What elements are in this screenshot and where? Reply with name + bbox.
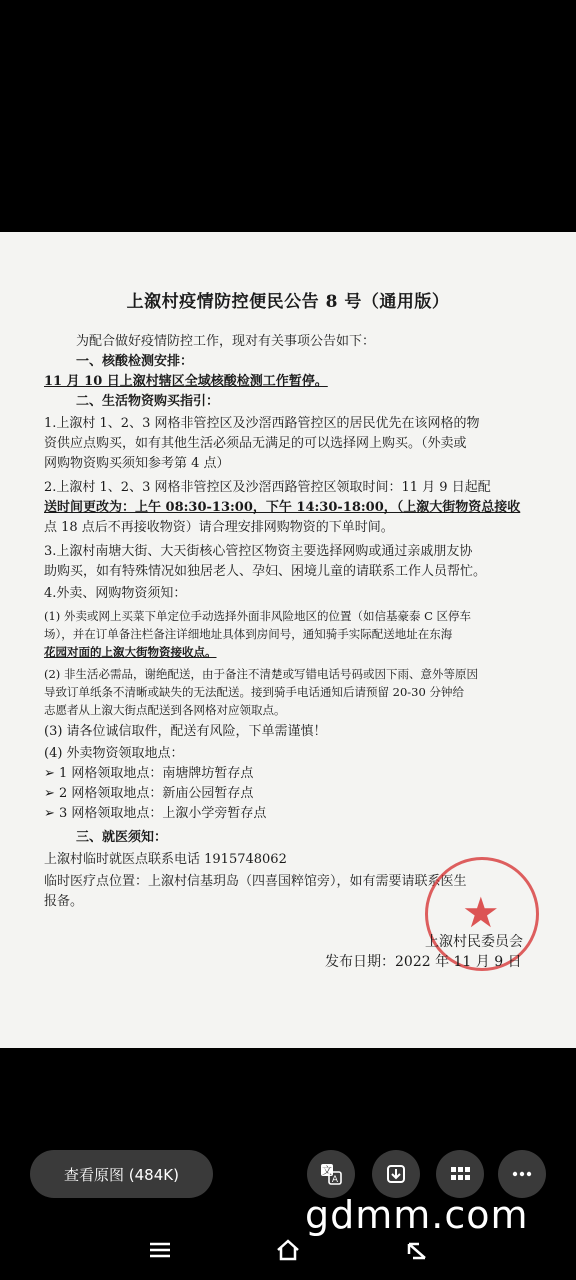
section-heading: 三、就医须知： — [76, 830, 168, 845]
notice-line: (3) 请各位诚信取件，配送有风险，下单需谨慎！ — [44, 724, 327, 739]
notice-line: 上溆村临时就医点联系电话 1915748062 — [44, 852, 287, 867]
grid-icon[interactable] — [436, 1150, 484, 1198]
notice-document — [0, 232, 576, 1048]
notice-line: 志愿者从上溆大街点配送到各网格对应领取点。 — [44, 703, 286, 717]
section-heading: 一、核酸检测安排： — [76, 354, 194, 369]
notice-line: 报备。 — [44, 894, 84, 909]
view-original-button[interactable]: 查看原图 (484K) — [30, 1150, 213, 1198]
notice-list-item: ➢ 3 网格领取地点：上溆小学旁暂存点 — [44, 806, 267, 821]
system-nav-bar — [0, 1222, 576, 1280]
notice-line-emphasis: 送时间更改为：上午 08:30-13:00，下午 14:30-18:00，（上溆大街物资总接收 — [44, 500, 521, 515]
more-icon[interactable] — [498, 1150, 546, 1198]
download-icon[interactable] — [372, 1150, 420, 1198]
notice-title: 上溆村疫情防控便民公告 8 号（通用版） — [126, 292, 450, 312]
notice-line: (2) 非生活必需品，谢绝配送，由于备注不清楚或写错电话号码或因下雨、意外等原因 — [44, 667, 478, 681]
notice-line: (1) 外卖或网上买菜下单定位手动选择外面非风险地区的位置（如信基豪泰 C 区停车 — [44, 609, 472, 623]
notice-line: 临时医疗点位置：上溆村信基玥岛（四喜国粹馆旁），如有需要请联系医生 — [44, 874, 467, 889]
site-watermark: gdmm.com — [305, 1193, 529, 1237]
notice-line: 场），并在订单备注栏备注详细地址具体到房间号，通知骑手实际配送地址在东海 — [44, 627, 453, 641]
notice-line-emphasis: 花园对面的上溆大街物资接收点。 — [44, 645, 217, 659]
notice-line: 网购物资购买须知参考第 4 点） — [44, 456, 230, 471]
notice-list-item: ➢ 1 网格领取地点：南塘牌坊暂存点 — [44, 766, 254, 781]
menu-icon[interactable] — [146, 1236, 174, 1271]
star-icon: ★ — [462, 888, 500, 937]
notice-line: 1.上溆村 1、2、3 网格非管控区及沙滘西路管控区的居民优先在该网格的物 — [44, 416, 480, 431]
section-heading: 二、生活物资购买指引： — [76, 394, 220, 409]
svg-text:文: 文 — [322, 1166, 332, 1177]
svg-text:A: A — [331, 1175, 339, 1185]
notice-list-item: ➢ 2 网格领取地点：新庙公园暂存点 — [44, 786, 254, 801]
notice-line: 导致订单纸条不清晰或缺失的无法配送。接到骑手电话通知后请预留 20-30 分钟给 — [44, 685, 464, 699]
signature-org: 上溆村民委员会 — [425, 934, 523, 950]
notice-line-emphasis: 11 月 10 日上溆村辖区全域核酸检测工作暂停。 — [44, 374, 328, 389]
notice-line: 助购买，如有特殊情况如独居老人、孕妇、困境儿童的请联系工作人员帮忙。 — [44, 564, 487, 579]
notice-line: 资供应点购买，如有其他生活必须品无满足的可以选择网上购买。（外卖或 — [44, 436, 467, 451]
notice-line: 为配合做好疫情防控工作，现对有关事项公告如下： — [76, 334, 376, 349]
notice-line: (4) 外卖物资领取地点： — [44, 746, 184, 761]
translate-icon[interactable] — [307, 1150, 355, 1198]
back-icon[interactable] — [403, 1236, 431, 1271]
home-icon[interactable] — [274, 1236, 302, 1271]
notice-line: 2.上溆村 1、2、3 网格非管控区及沙滘西路管控区领取时间：11 月 9 日起配 — [44, 480, 491, 495]
notice-line: 点 18 点后不再接收物资）请合理安排网购物资的下单时间。 — [44, 520, 394, 535]
notice-line: 4.外卖、网购物资须知： — [44, 586, 187, 601]
notice-line: 3.上溆村南塘大街、大天街核心管控区物资主要选择网购或通过亲戚朋友协 — [44, 544, 473, 559]
publish-date: 发布日期：2022 年 11 月 9 日 — [325, 954, 522, 970]
